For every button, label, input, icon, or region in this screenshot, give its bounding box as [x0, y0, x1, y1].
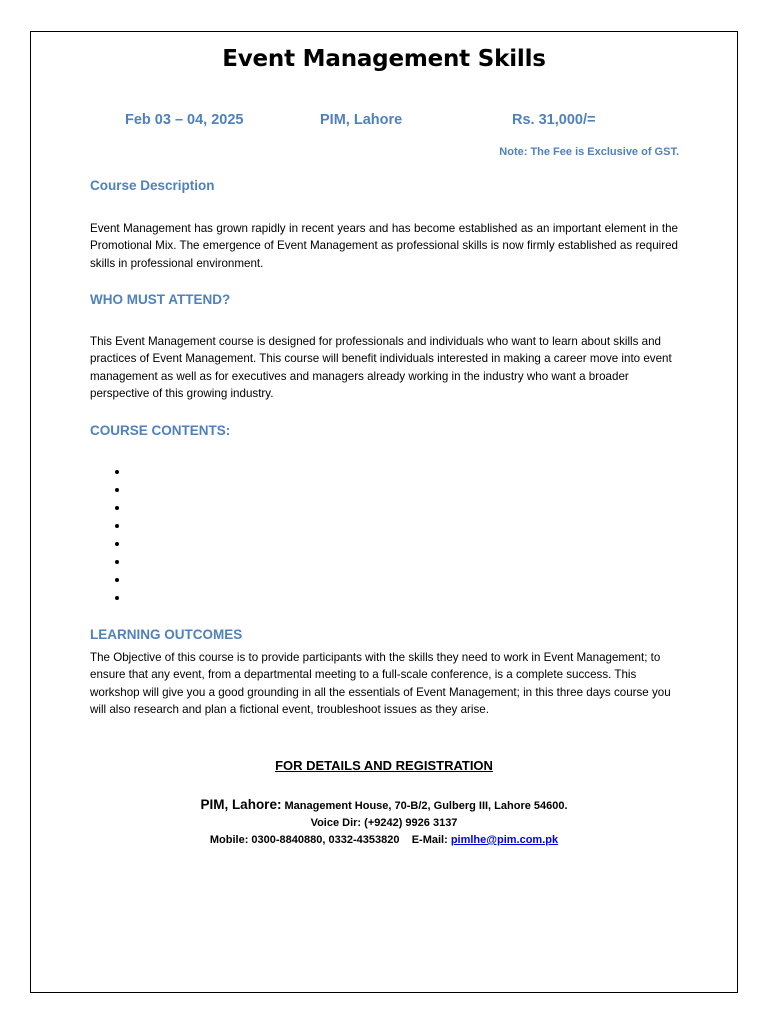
- course-venue: PIM, Lahore: [320, 112, 403, 128]
- attend-text: This Event Management course is designed for professionals and individuals who want to learn about skills and practices of Event Management. This course will benefit individuals interested in making a career move into event management as well as for executives and managers already working in the industry who want a broader perspective of this growing industry.: [90, 335, 672, 400]
- attend-heading: WHO MUST ATTEND?: [90, 292, 231, 307]
- outcomes-heading: LEARNING OUTCOMES: [90, 627, 243, 642]
- fee-note: Note: The Fee is Exclusive of GST.: [499, 146, 679, 158]
- outcomes-text: The Objective of this course is to provide participants with the skills they need to work in Event Management; to ensure that any event, from a departmental meeting to a full-scale conference, is a complete success. This workshop will give you a good grounding in all the essentials of Event Management; in this three days course you will also research and plan a fictional event, troubleshoot issues as they arise.: [90, 651, 671, 716]
- email-label: E-Mail:: [411, 834, 448, 846]
- course-fee: Rs. 31,000/=: [512, 112, 596, 128]
- registration-heading: FOR DETAILS AND REGISTRATION: [275, 758, 493, 773]
- contents-heading: COURSE CONTENTS:: [90, 423, 231, 438]
- voice-line: Voice Dir: (+9242) 9926 3137: [310, 817, 458, 829]
- mobile-text: Mobile: 0300-8840880, 0332-4353820: [209, 834, 400, 846]
- mobile-line: [31, 834, 737, 846]
- document-title: Event Management Skills: [222, 46, 546, 72]
- email-link[interactable]: pimlhe@pim.com.pk: [450, 834, 559, 846]
- document-page: [30, 31, 738, 993]
- address-text: Management House, 70-B/2, Gulberg III, Lahore 54600.: [281, 800, 568, 812]
- org-name: PIM, Lahore:: [200, 797, 282, 812]
- address-line: [31, 797, 737, 812]
- description-text: Event Management has grown rapidly in recent years and has become established as an important element in the Promotional Mix. The emergence of Event Management as professional skills is now firmly established as required skills in professional environment.: [90, 222, 678, 270]
- description-heading: Course Description: [90, 178, 215, 193]
- course-date: Feb 03 – 04, 2025: [125, 112, 244, 128]
